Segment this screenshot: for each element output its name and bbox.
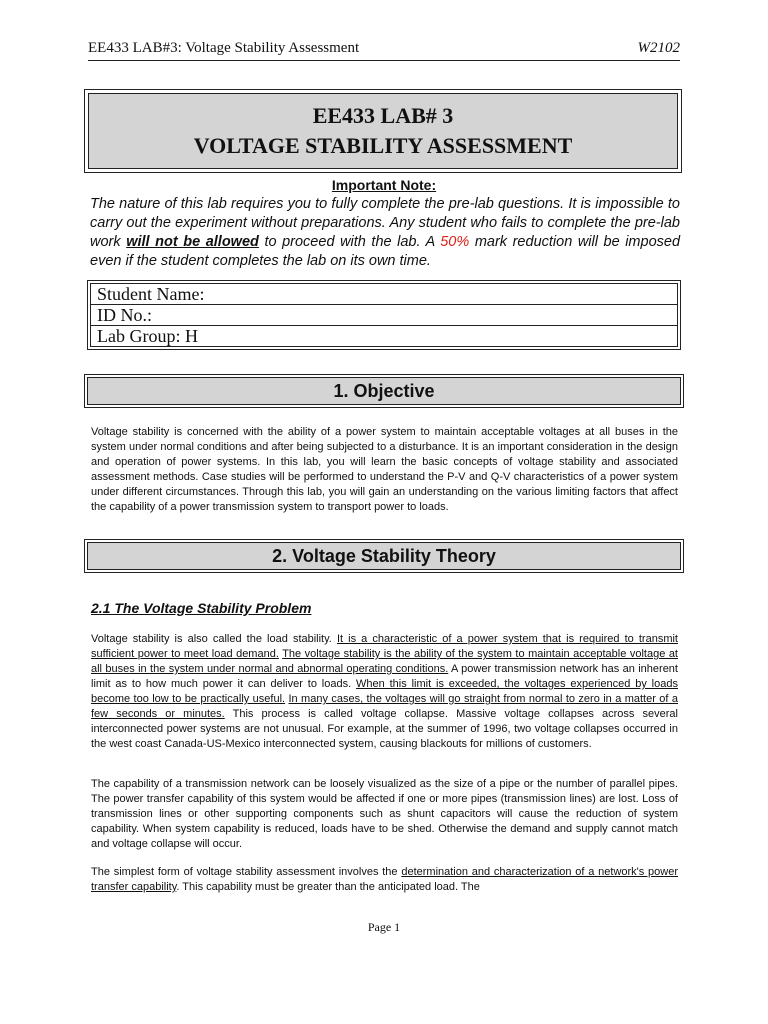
student-id-row: ID No.: xyxy=(90,304,678,326)
mark-reduction-percent: 50% xyxy=(440,234,470,250)
important-note-heading: Important Note: xyxy=(331,177,437,193)
underlined-text: In many cases, the voltages will go straight from normal to zero in a matter of a few seconds or minutes. xyxy=(91,693,678,720)
note-text-part: The nature of this lab requires you to fully complete the pre-lab questions. It is impossible to carry out the experiment without preparations. Any student who fails to complete the pre-lab work xyxy=(90,196,680,250)
objective-section-box xyxy=(84,374,684,408)
paragraph-text: . This capability must be greater than the anticipated load. The xyxy=(176,881,480,893)
note-text-part: mark reduction will be imposed even if the student completes the lab on its own time. xyxy=(90,234,681,269)
important-note-body xyxy=(90,195,680,271)
assessment-paragraph xyxy=(91,865,678,895)
student-info-table xyxy=(87,280,681,350)
transmission-capability-paragraph: The capability of a transmission network can be loosely visualized as the size of a pipe or the number of parallel pipes. The power transfer capability of this system would be affected if one or more pipes (transmission lines) are lost. Loss of transmission lines or other supporting components such as shunt capacitors will cause the reduction of system capability. When system capability is reduced, loads have to be shed. Otherwise the demand and supply cannot match and voltage collapse will occur. xyxy=(91,778,678,850)
objective-paragraph: Voltage stability is concerned with the ability of a power system to maintain acceptable voltages at all buses in the system under normal conditions and after being subjected to a disturbance. It is an important consideration in the design and operation of power systems. In this lab, you will learn the basic concepts of voltage stability and associated assessment methods. Case studies will be performed to understand the P-V and Q-V characteristics of a power system under different circumstances. Through this lab, you will gain an understanding on the various limiting factors that affect the capability of a power transmission system to transport power to loads. xyxy=(91,426,678,513)
underlined-text: It is a characteristic of a power system that is required to transmit sufficient power to meet load demand. xyxy=(91,633,678,660)
note-text-part: to proceed with the lab. A xyxy=(258,234,441,250)
underlined-text: When this limit is exceeded, the voltages experienced by loads become too low to be practically useful. xyxy=(91,678,678,705)
page-number: Page 1 xyxy=(367,920,401,934)
theory-section-box xyxy=(84,539,684,573)
title-box-inner xyxy=(88,93,678,169)
header-term-code: W2102 xyxy=(637,40,680,56)
subsection-heading: 2.1 The Voltage Stability Problem xyxy=(91,600,312,616)
underlined-text: The voltage stability is the ability of the system to maintain acceptable voltage at all buses in the system under normal and abnormal operating conditions. xyxy=(91,648,678,675)
theory-heading: 2. Voltage Stability Theory xyxy=(87,542,681,570)
title-box xyxy=(84,89,682,173)
student-name-row: Student Name: xyxy=(90,283,678,305)
paragraph-text: This process is called voltage collapse. Massive voltage collapses across several interconnected power systems are not unusual. For example, at the summer of 1996, two voltage collapses occurred in the west coast Canada-US-Mexico interconnected system, causing blackouts for millions of customers. xyxy=(91,708,678,750)
paragraph-text: A power transmission network has an inherent limit as to how much power it can deliver to loads. xyxy=(91,663,678,690)
lab-main-title: VOLTAGE STABILITY ASSESSMENT xyxy=(193,133,573,158)
lab-group-row: Lab Group: H xyxy=(90,325,678,347)
running-header xyxy=(88,40,680,61)
header-course-title: EE433 LAB#3: Voltage Stability Assessment xyxy=(88,40,360,56)
paragraph-text: The simplest form of voltage stability assessment involves the xyxy=(91,866,402,878)
voltage-stability-paragraph xyxy=(91,632,678,752)
underlined-text: determination and characterization of a network's power transfer capability xyxy=(91,866,678,893)
lab-number-title: EE433 LAB# 3 xyxy=(312,103,454,128)
note-emphasis: will not be allowed xyxy=(126,234,259,250)
objective-heading: 1. Objective xyxy=(87,377,681,405)
paragraph-text: Voltage stability is also called the load stability. xyxy=(91,633,337,645)
